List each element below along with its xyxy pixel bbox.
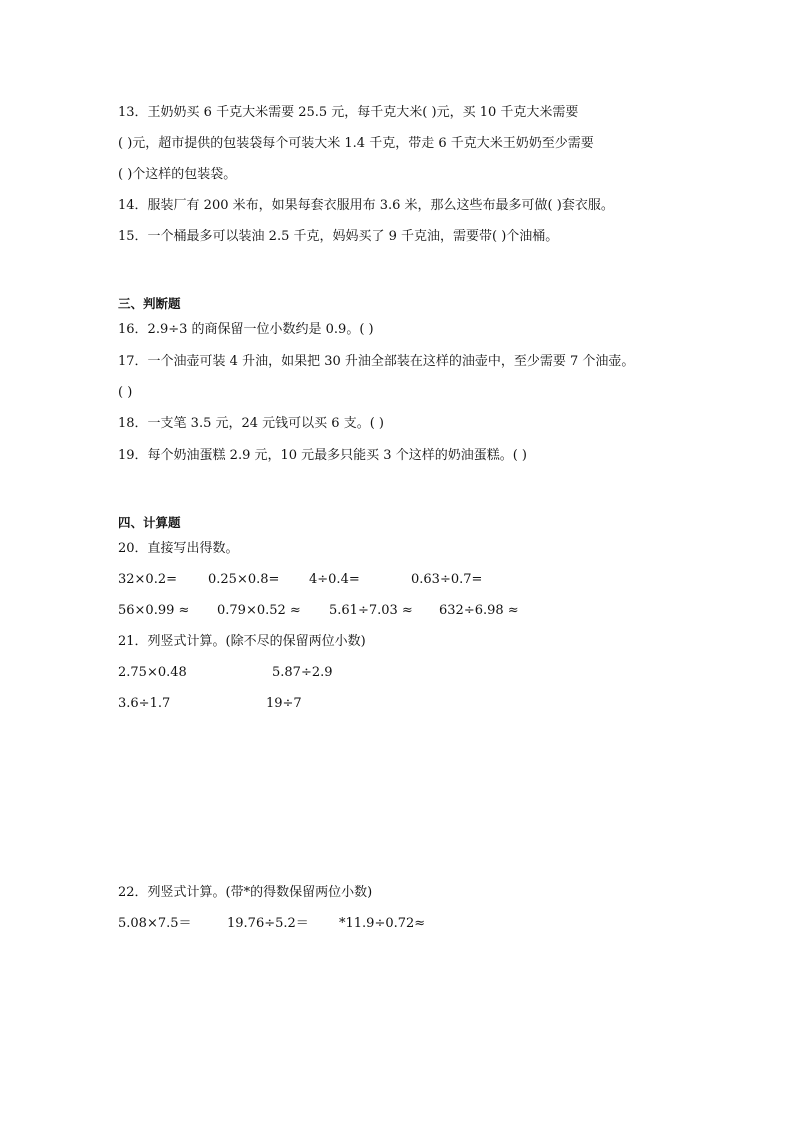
q20-item-3: 4÷0.4= — [309, 572, 360, 587]
section-4-heading: 四、计算题 — [118, 515, 181, 530]
q20-item-4: 0.63÷0.7= — [411, 572, 483, 587]
question-18: 18．一支笔 3.5 元，24 元钱可以买 6 支。( ) — [118, 416, 384, 431]
question-14: 14．服装厂有 200 米布，如果每套衣服用布 3.6 米，那么这些布最多可做( )套衣服。 — [118, 198, 614, 213]
q20-item-1: 32×0.2= — [118, 572, 178, 587]
q21-item-1: 2.75×0.48 — [118, 665, 187, 680]
question-22-title: 22．列竖式计算。(带*的得数保留两位小数) — [118, 885, 373, 900]
question-13-line-2: ( )元，超市提供的包装袋每个可装大米 1.4 千克，带走 6 千克大米王奶奶至少需要 — [118, 136, 594, 151]
question-16: 16．2.9÷3 的商保留一位小数约是 0.9。( ) — [118, 322, 374, 337]
q22-item-1: 5.08×7.5＝ — [118, 916, 192, 931]
question-13-line-3: ( )个这样的包装袋。 — [118, 167, 237, 182]
q21-item-4: 19÷7 — [266, 696, 302, 711]
q20-item-8: 632÷6.98 ≈ — [439, 603, 519, 618]
q20-item-7: 5.61÷7.03 ≈ — [329, 603, 413, 618]
question-13-line-1: 13．王奶奶买 6 千克大米需要 25.5 元，每千克大米( )元，买 10 千克大米需要 — [118, 105, 579, 120]
q20-item-5: 56×0.99 ≈ — [118, 603, 190, 618]
q20-item-6: 0.79×0.52 ≈ — [217, 603, 301, 618]
q21-item-2: 5.87÷2.9 — [272, 665, 333, 680]
q22-item-3: *11.9÷0.72≈ — [339, 916, 426, 931]
section-3-heading: 三、判断题 — [118, 296, 181, 311]
question-15: 15．一个桶最多可以装油 2.5 千克，妈妈买了 9 千克油，需要带( )个油桶。 — [118, 229, 559, 244]
question-17-line-1: 17．一个油壶可装 4 升油，如果把 30 升油全部装在这样的油壶中，至少需要 7 个油壶。 — [118, 354, 635, 369]
question-20-title: 20．直接写出得数。 — [118, 541, 239, 556]
q21-item-3: 3.6÷1.7 — [118, 696, 171, 711]
q20-item-2: 0.25×0.8= — [208, 572, 280, 587]
question-21-title: 21．列竖式计算。(除不尽的保留两位小数) — [118, 634, 366, 649]
question-19: 19．每个奶油蛋糕 2.9 元，10 元最多只能买 3 个这样的奶油蛋糕。( ) — [118, 448, 527, 463]
question-17-line-2: ( ) — [118, 385, 133, 400]
q22-item-2: 19.76÷5.2＝ — [227, 916, 309, 931]
